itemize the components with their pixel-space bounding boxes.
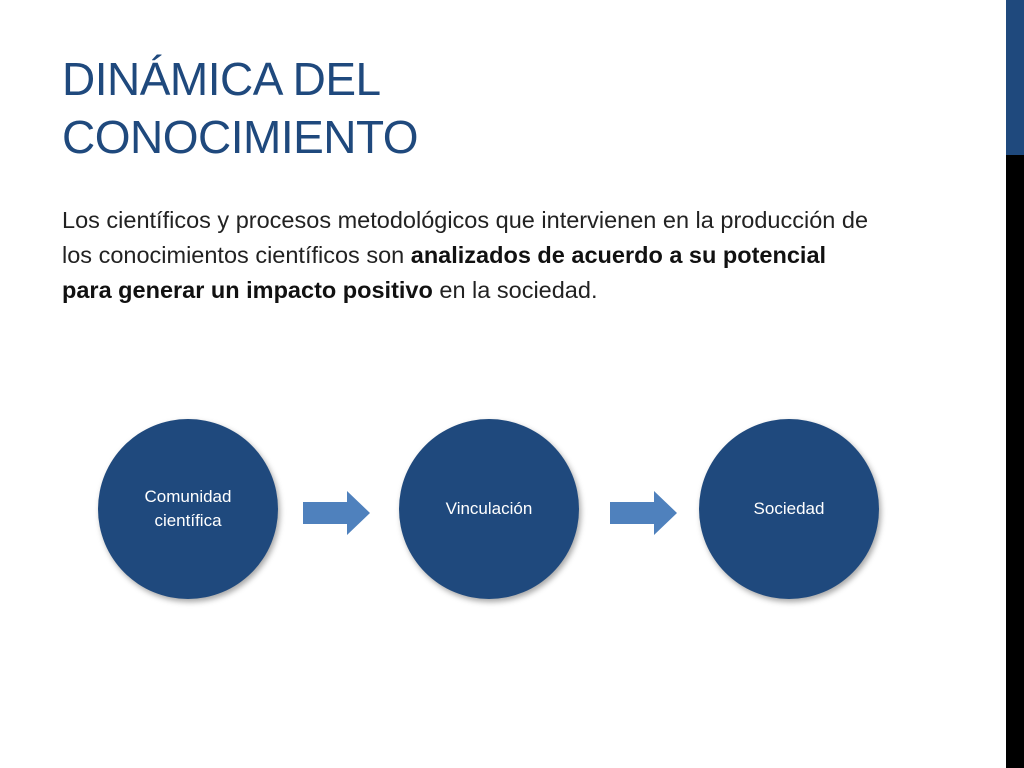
slide-title-line-2: CONOCIMIENTO	[62, 111, 419, 163]
body-text-intro: Los científicos y procesos metodológicos que intervienen en la producción de los conocimientos científicos son	[62, 207, 869, 268]
flow-node-label: Vinculación	[445, 499, 533, 518]
right-arrow-icon	[303, 490, 371, 536]
body-text-emphasis: analizados de acuerdo a su potencial para generar un impacto positivo	[62, 242, 827, 303]
flow-node-label: Comunidad científica	[144, 487, 232, 530]
flow-node-label: Sociedad	[753, 499, 825, 518]
slide-title-line-1: DINÁMICA DEL	[62, 53, 381, 105]
flow-node-sociedad	[699, 419, 879, 599]
body-text-ending: en la sociedad.	[432, 277, 598, 303]
flow-node-comunidad-cientifica	[98, 419, 278, 599]
flow-node-vinculacion	[399, 419, 579, 599]
right-arrow-icon	[610, 490, 678, 536]
